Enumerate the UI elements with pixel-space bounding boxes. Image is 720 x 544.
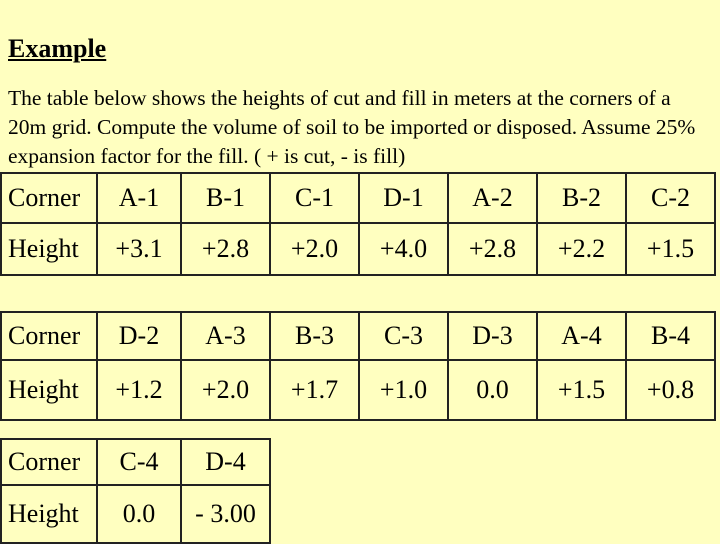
corner-label: Corner [1,439,97,485]
height-cell: +2.0 [181,360,270,420]
corner-cell: B-1 [181,173,270,223]
corner-cell: A-1 [97,173,181,223]
height-cell: +2.2 [537,223,626,275]
height-cell: 0.0 [448,360,537,420]
height-cell: +4.0 [359,223,448,275]
height-cell: +1.0 [359,360,448,420]
height-cell: +1.5 [626,223,715,275]
corner-cell: C-3 [359,312,448,360]
corner-label: Corner [1,173,97,223]
height-label: Height [1,360,97,420]
height-cell: - 3.00 [181,485,270,543]
height-cell: +0.8 [626,360,715,420]
height-table-2 [0,311,716,421]
height-cell: +2.8 [181,223,270,275]
corner-cell: D-1 [359,173,448,223]
height-row [1,485,270,543]
height-table-3 [0,438,271,544]
height-row [1,360,715,420]
corner-cell: C-1 [270,173,359,223]
corner-cell: B-4 [626,312,715,360]
corner-row [1,439,270,485]
corner-cell: D-2 [97,312,181,360]
corner-cell: D-3 [448,312,537,360]
corner-cell: A-3 [181,312,270,360]
corner-cell: B-2 [537,173,626,223]
height-label: Height [1,485,97,543]
page-title: Example [8,34,107,63]
height-row [1,223,715,275]
height-cell: +3.1 [97,223,181,275]
height-cell: +2.0 [270,223,359,275]
height-cell: +1.2 [97,360,181,420]
height-label: Height [1,223,97,275]
corner-cell: A-2 [448,173,537,223]
height-cell: +1.5 [537,360,626,420]
height-cell: +1.7 [270,360,359,420]
corner-row [1,173,715,223]
corner-label: Corner [1,312,97,360]
corner-cell: A-4 [537,312,626,360]
corner-cell: C-4 [97,439,181,485]
problem-description: The table below shows the heights of cut and fill in meters at the corners of a 20m grid. Compute the volume of soil to be imported or disposed. Assume 25% expansion factor for the fill. ( + is cut, - is fill) [8,86,696,168]
height-table-1 [0,172,716,276]
corner-cell: C-2 [626,173,715,223]
corner-cell: D-4 [181,439,270,485]
height-cell: 0.0 [97,485,181,543]
corner-cell: B-3 [270,312,359,360]
height-cell: +2.8 [448,223,537,275]
corner-row [1,312,715,360]
